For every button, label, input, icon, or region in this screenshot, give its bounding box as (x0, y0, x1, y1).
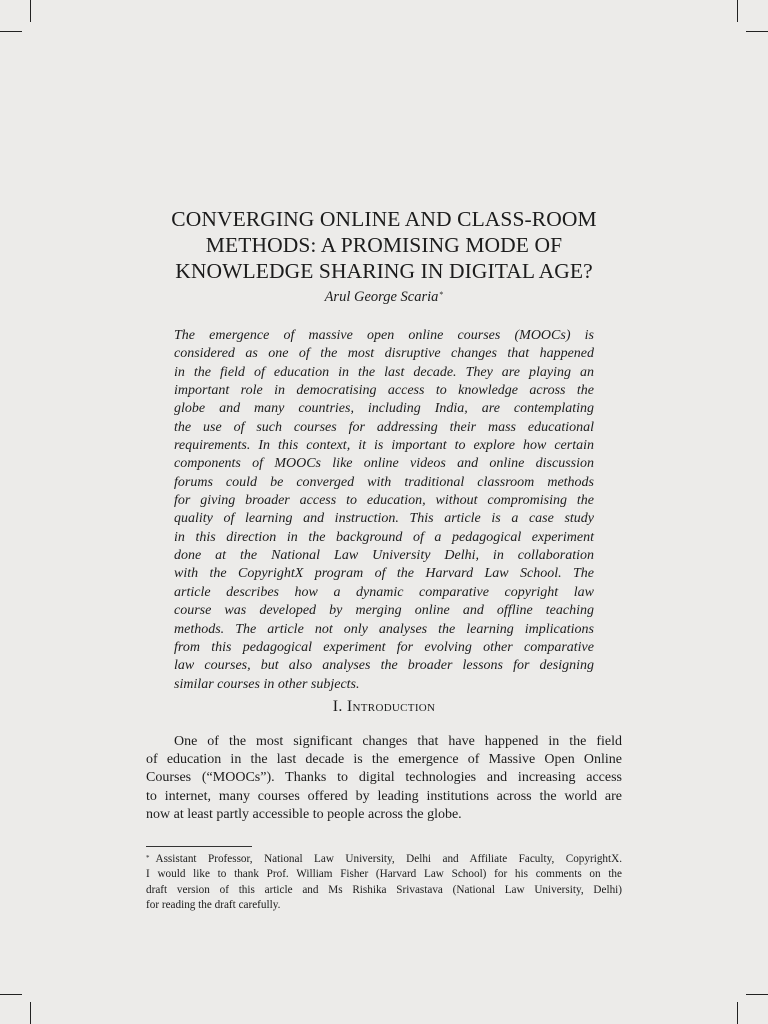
crop-mark-bottom-left-horizontal (0, 994, 22, 995)
abstract-line: the use of such courses for addressing their mass educational (174, 419, 594, 435)
body-line: now at least partly accessible to people across the globe. (146, 806, 462, 822)
section-heading: I. Introduction (332, 698, 436, 715)
abstract-line: done at the National Law University Delhi, in collaboration (174, 548, 594, 564)
abstract-line: with the CopyrightX program of the Harvard Law School. The (174, 566, 594, 582)
author-name: Arul George Scaria (324, 289, 439, 305)
crop-mark-bottom-right-vertical (737, 1002, 738, 1024)
footnote-line: for reading the draft carefully. (146, 899, 281, 912)
abstract-line: forums could be converged with traditional classroom methods (174, 474, 594, 490)
crop-mark-bottom-right-horizontal (746, 994, 768, 995)
abstract-line: article describes how a dynamic comparative copyright law (174, 584, 594, 600)
abstract-line: similar courses in other subjects. (174, 676, 360, 692)
crop-mark-top-right-horizontal (746, 31, 768, 32)
abstract-line: components of MOOCs like online videos and online discussion (174, 456, 594, 472)
abstract-line: The emergence of massive open online courses (MOOCs) is (174, 328, 594, 343)
crop-mark-top-left-horizontal (0, 31, 22, 32)
abstract-line: for giving broader access to education, without compromising the (174, 493, 594, 509)
abstract-line: course was developed by merging online and offline teaching (174, 603, 594, 619)
body-line: One of the most significant changes that have happened in the field (174, 734, 622, 749)
crop-mark-top-left-vertical (30, 0, 31, 22)
body-line: to internet, many courses offered by leading institutions across the world are (146, 788, 622, 804)
crop-mark-bottom-left-vertical (30, 1002, 31, 1024)
footnote-text: Assistant Professor, National Law University, Delhi and Affiliate Faculty, CopyrightX. (155, 853, 622, 865)
crop-mark-top-right-vertical (737, 0, 738, 22)
abstract-line: methods. The article not only analyses the learning implications (174, 621, 594, 637)
title-line: KNOWLEDGE SHARING IN DIGITAL AGE? (175, 259, 593, 283)
title-line: CONVERGING ONLINE AND CLASS-ROOM (171, 207, 597, 231)
article-title (130, 206, 638, 284)
abstract-line: considered as one of the most disruptive changes that happened (174, 346, 594, 362)
footnote-mark: * (146, 854, 150, 862)
title-line: METHODS: A PROMISING MODE OF (205, 233, 563, 257)
footnote-line: draft version of this article and Ms Rishika Srivastava (National Law University, Delhi) (146, 883, 622, 896)
footnote-line (146, 852, 622, 867)
abstract-line: in the field of education in the last decade. They are playing an (174, 364, 594, 380)
abstract-line: in this direction in the background of a pedagogical experiment (174, 529, 594, 545)
author-byline (130, 287, 638, 307)
abstract (174, 327, 594, 694)
body-line: Courses (“MOOCs”). Thanks to digital technologies and increasing access (146, 770, 622, 786)
body-line: of education in the last decade is the emergence of Massive Open Online (146, 752, 622, 768)
abstract-line: from this pedagogical experiment for evolving other comparative (174, 639, 594, 655)
author-footnote-mark: * (439, 290, 444, 299)
abstract-line: quality of learning and instruction. This article is a case study (174, 511, 594, 527)
abstract-line: globe and many countries, including India, are contemplating (174, 401, 594, 417)
footnote (146, 852, 622, 914)
introduction-paragraph (146, 733, 622, 824)
abstract-line: requirements. In this context, it is important to explore how certain (174, 438, 594, 454)
footnote-divider (146, 846, 252, 847)
abstract-line: important role in democratising access to knowledge across the (174, 383, 594, 399)
footnote-line: I would like to thank Prof. William Fisher (Harvard Law School) for his comments on the (146, 868, 622, 881)
abstract-line: law courses, but also analyses the broader lessons for designing (174, 658, 594, 674)
